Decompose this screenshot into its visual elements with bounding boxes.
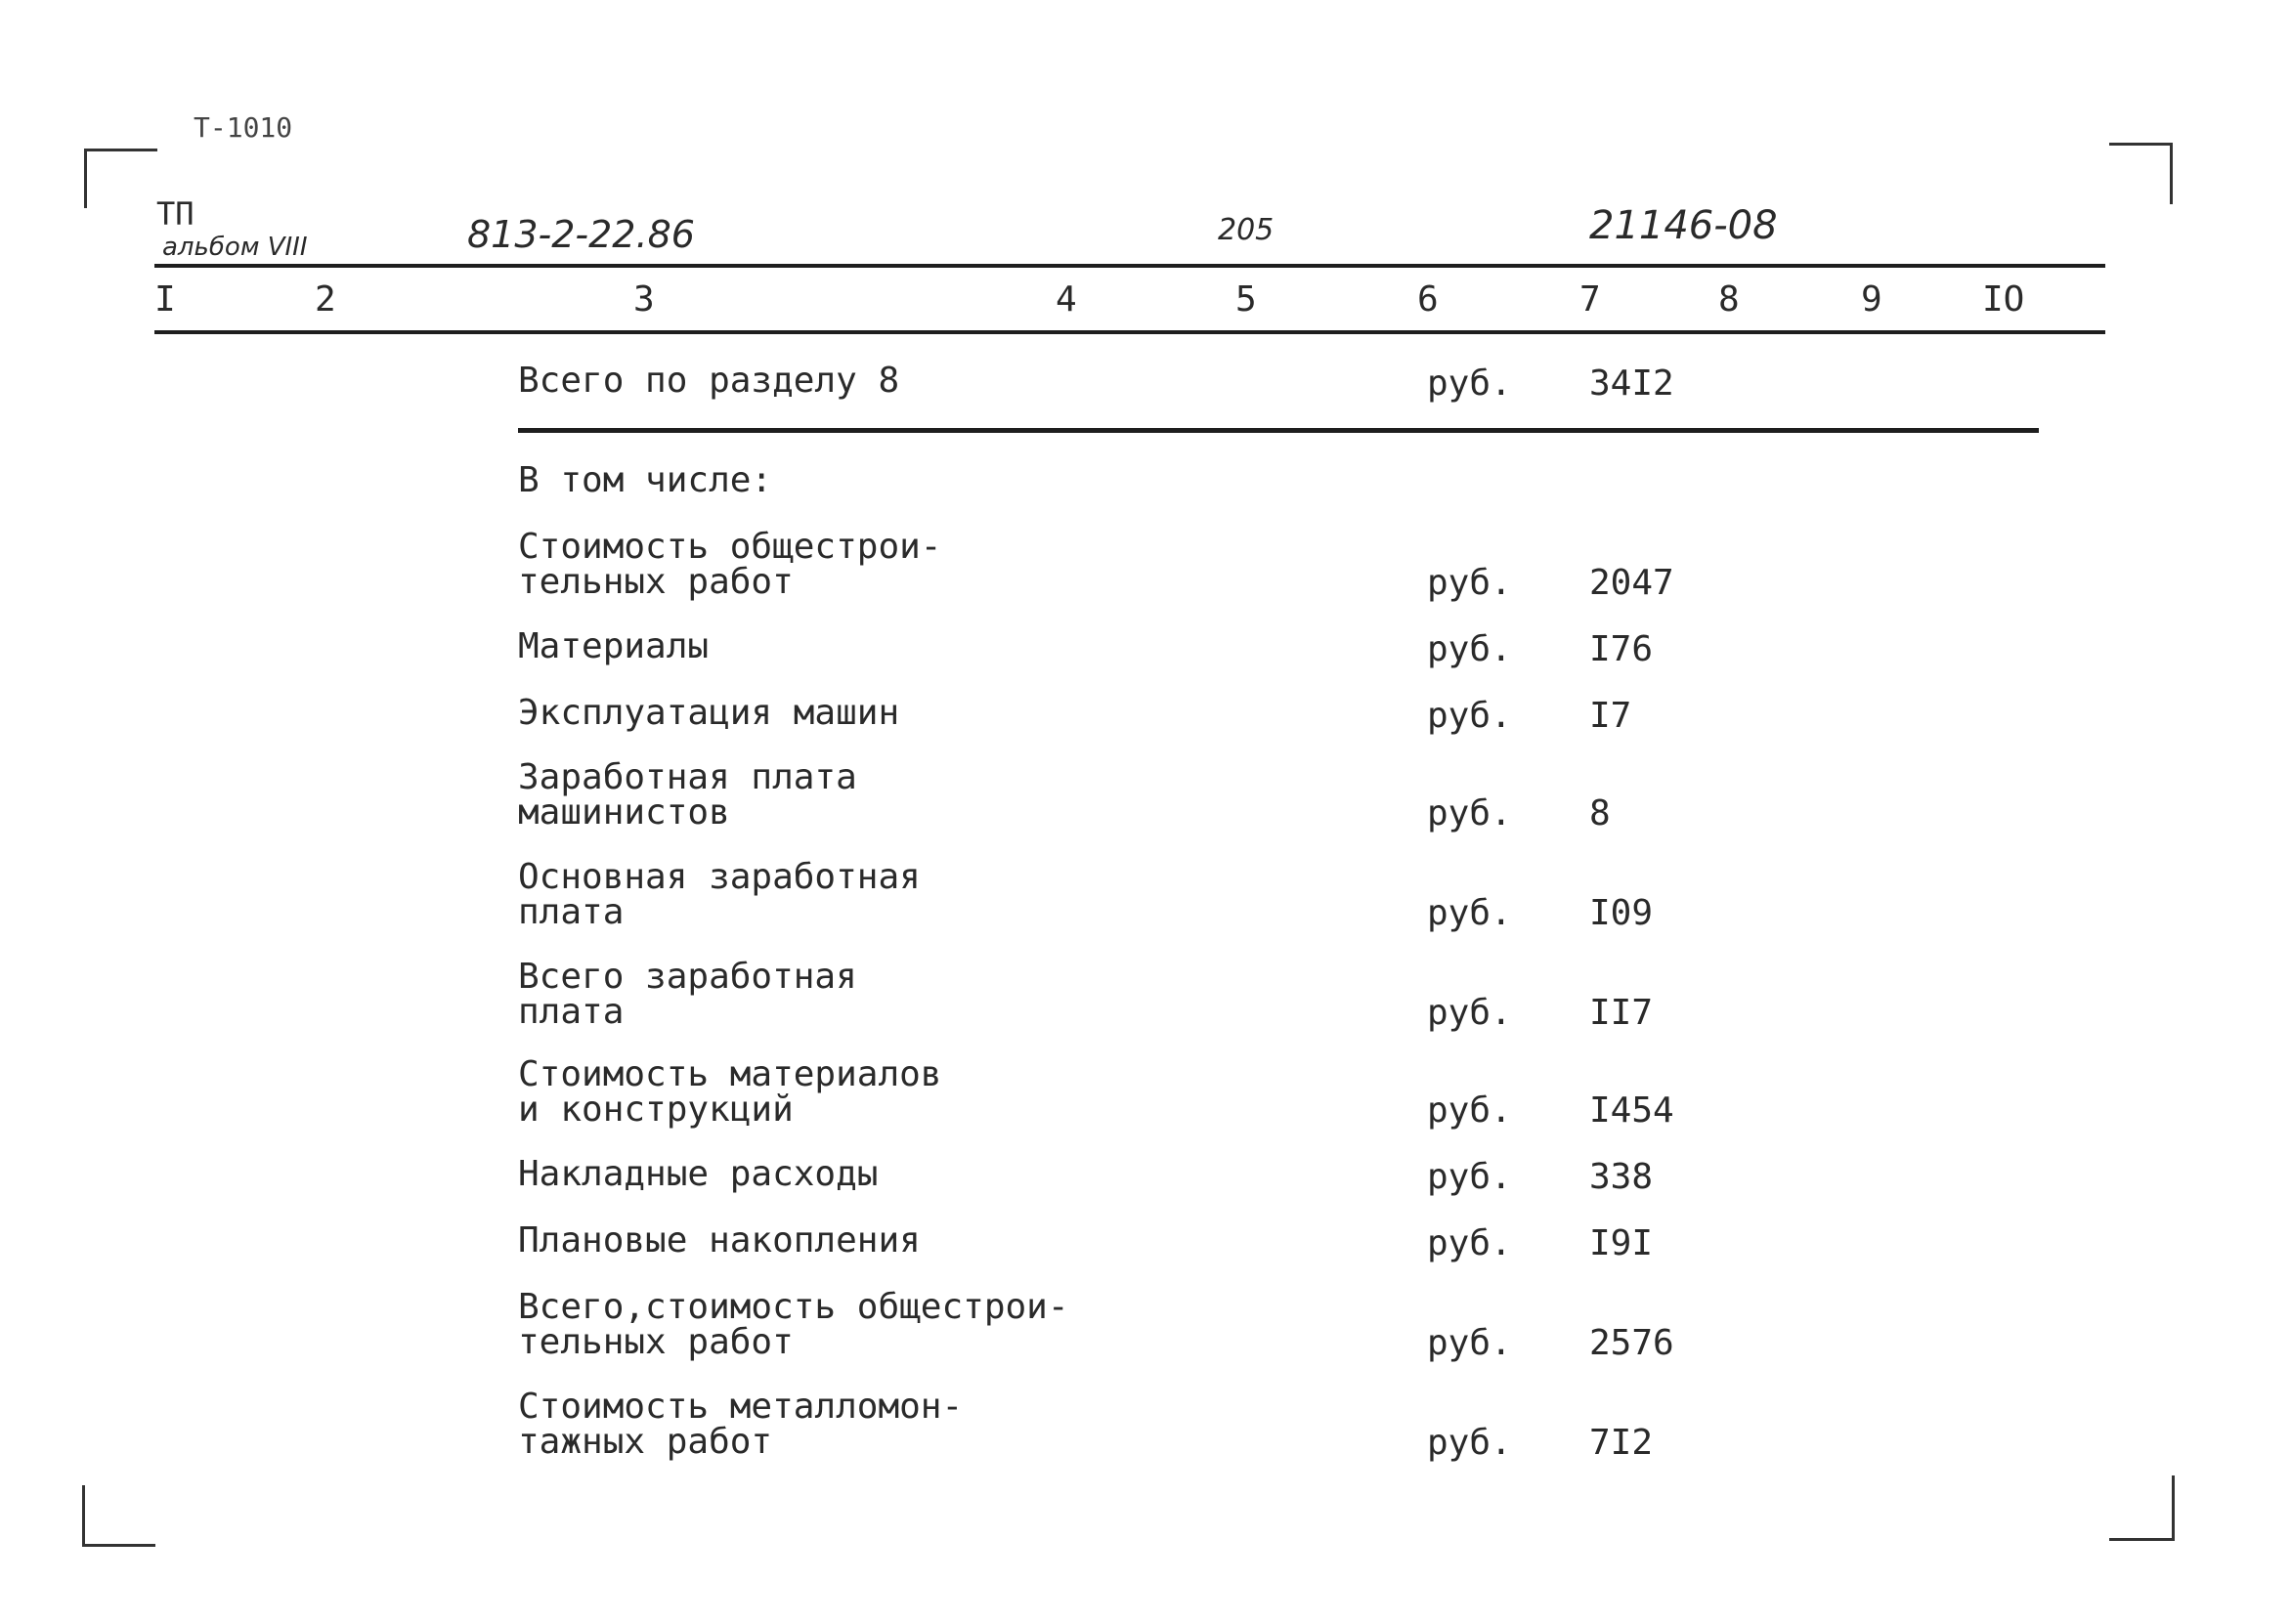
column-number-4: 4 <box>1056 279 1077 320</box>
row-label-line: Заработная плата <box>518 757 857 797</box>
corner-mark-bottom-right <box>2109 1475 2175 1541</box>
page-number: 205 <box>1218 213 1275 247</box>
section-total-label: Всего по разделу 8 <box>518 361 900 401</box>
column-number-6: 6 <box>1417 279 1439 320</box>
row-value: I7 <box>1589 696 1632 736</box>
corner-mark-bottom-left <box>82 1485 155 1547</box>
row-planned-savings-label: Плановые накопления <box>518 1220 921 1261</box>
row-label-line: плата <box>518 992 625 1032</box>
row-label-line: Основная заработная <box>518 857 921 897</box>
row-label-line: Всего,стоимость общестрои- <box>518 1287 1069 1327</box>
row-value: 338 <box>1589 1157 1654 1197</box>
row-label-line: Стоимость общестрои- <box>518 527 942 567</box>
column-number-1: I <box>154 279 176 320</box>
column-number-8: 8 <box>1718 279 1740 320</box>
row-materials-label: Материалы <box>518 626 710 666</box>
column-number-10: IO <box>1982 279 2025 320</box>
row-label-line: и конструкций <box>518 1090 794 1130</box>
row-label-line: машинистов <box>518 792 730 833</box>
sheet-code: Т-1010 <box>194 111 293 144</box>
row-unit: руб. <box>1427 893 1512 933</box>
row-label-line: тельных работ <box>518 562 794 602</box>
row-materials-structures-label <box>518 1054 942 1130</box>
row-label-line: тельных работ <box>518 1322 794 1362</box>
row-overhead-label: Накладные расходы <box>518 1154 879 1194</box>
row-value: I9I <box>1589 1223 1654 1263</box>
row-unit: руб. <box>1427 1223 1512 1263</box>
row-unit: руб. <box>1427 563 1512 603</box>
subheading: В том числе: <box>518 460 773 500</box>
row-unit: руб. <box>1427 696 1512 736</box>
row-base-wages-label <box>518 857 921 932</box>
row-total-wages-label <box>518 957 857 1032</box>
section-total-rule <box>518 428 2039 433</box>
corner-mark-top-left <box>84 149 157 208</box>
row-label-line: Стоимость материалов <box>518 1054 942 1094</box>
row-unit: руб. <box>1427 1323 1512 1363</box>
row-value: I09 <box>1589 893 1654 933</box>
row-label-line: Всего заработная <box>518 957 857 997</box>
column-number-2: 2 <box>315 279 336 320</box>
row-metal-installation-label <box>518 1389 963 1460</box>
header-top-rule <box>154 264 2105 268</box>
row-value: 2047 <box>1589 563 1674 603</box>
row-value: 2576 <box>1589 1323 1674 1363</box>
row-value: II7 <box>1589 993 1654 1033</box>
tp-label: ТП <box>156 195 195 233</box>
row-unit: руб. <box>1427 993 1512 1033</box>
section-total-value: 34I2 <box>1589 363 1674 404</box>
album-label: альбом VIII <box>162 233 308 262</box>
row-total-construction-label <box>518 1287 1069 1362</box>
row-unit: руб. <box>1427 1157 1512 1197</box>
row-value: I454 <box>1589 1090 1674 1131</box>
row-value: I76 <box>1589 629 1654 669</box>
column-number-3: 3 <box>633 279 655 320</box>
header-bottom-rule <box>154 330 2105 334</box>
row-machine-operation-label: Эксплуатация машин <box>518 693 900 733</box>
row-unit: руб. <box>1427 1423 1512 1463</box>
row-label-line: тажных работ <box>518 1422 773 1462</box>
row-unit: руб. <box>1427 793 1512 833</box>
row-unit: руб. <box>1427 1090 1512 1131</box>
row-general-construction-label <box>518 527 942 602</box>
column-number-5: 5 <box>1235 279 1257 320</box>
row-label-line: плата <box>518 892 625 932</box>
row-value: 7I2 <box>1589 1423 1654 1463</box>
column-number-9: 9 <box>1861 279 1882 320</box>
section-total-unit: руб. <box>1427 363 1512 404</box>
project-number: 813-2-22.86 <box>467 213 695 256</box>
corner-mark-top-right <box>2109 143 2173 204</box>
row-label-line: Стоимость металломон- <box>518 1387 964 1427</box>
row-machinist-wages-label <box>518 757 857 833</box>
row-unit: руб. <box>1427 629 1512 669</box>
document-number: 21146-08 <box>1589 203 1778 248</box>
column-number-7: 7 <box>1579 279 1601 320</box>
row-value: 8 <box>1589 793 1611 833</box>
